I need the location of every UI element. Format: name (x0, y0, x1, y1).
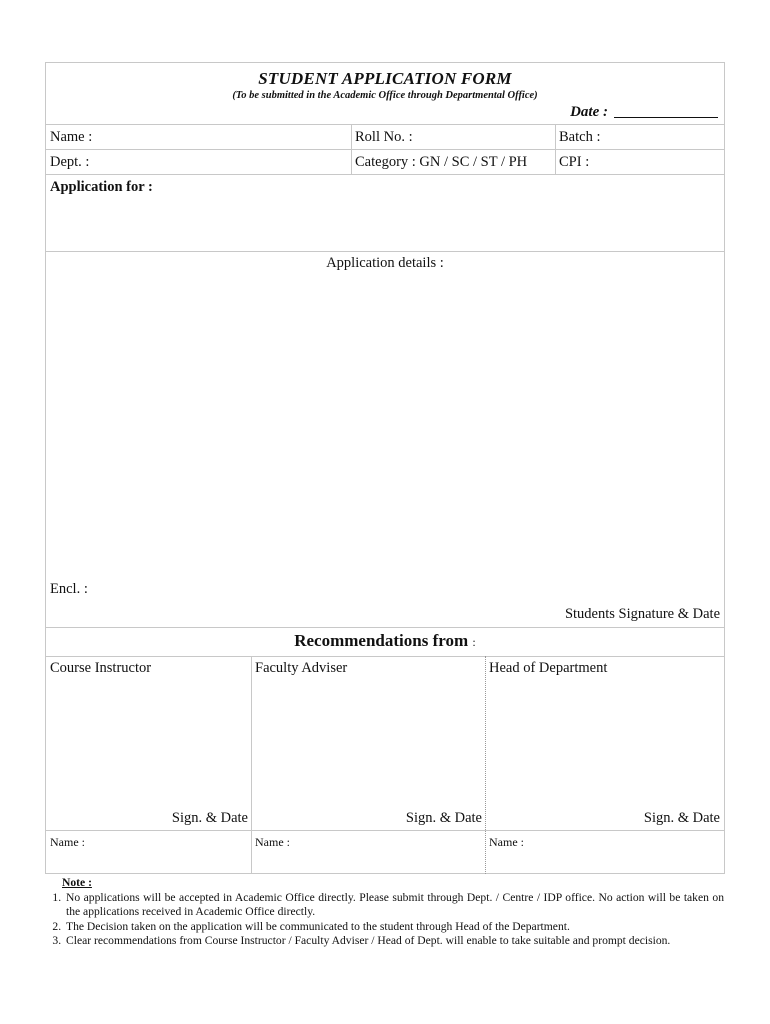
course-instructor-label: Course Instructor (50, 660, 152, 676)
application-for-field[interactable]: Application for : (50, 179, 153, 195)
head-of-department-sign-date: Sign. & Date (643, 810, 720, 826)
date-field[interactable] (570, 104, 718, 121)
date-label: Date : (570, 104, 608, 120)
divider (485, 656, 486, 874)
roll-no-field[interactable]: Roll No. : (355, 129, 413, 145)
head-of-department-name-field[interactable]: Name : (489, 835, 524, 849)
batch-field[interactable]: Batch : (559, 129, 601, 145)
encl-field[interactable]: Encl. : (50, 581, 88, 597)
faculty-adviser-label: Faculty Adviser (255, 660, 348, 676)
notes-heading: Note : (62, 876, 92, 889)
name-field[interactable]: Name : (50, 129, 93, 145)
dept-field[interactable]: Dept. : (50, 154, 90, 170)
recommendations-heading (46, 631, 724, 651)
application-details-label: Application details : (326, 255, 444, 271)
faculty-adviser-sign-date: Sign. & Date (405, 810, 482, 826)
category-field[interactable]: Category : GN / SC / ST / PH (355, 154, 528, 170)
form-title: STUDENT APPLICATION FORM (258, 69, 512, 88)
course-instructor-name-field[interactable]: Name : (50, 835, 85, 849)
recommendations-colon: : (472, 635, 476, 649)
faculty-adviser-name-field[interactable]: Name : (255, 835, 290, 849)
note-item: 2. The Decision taken on the application will be communicated to the student through Head of the Department. (64, 920, 724, 935)
divider (46, 124, 724, 125)
student-signature-label: Students Signature & Date (564, 606, 720, 622)
recommendations-title: Recommendations from (294, 631, 469, 650)
form-subtitle: (To be submitted in the Academic Office through Departmental Office) (232, 90, 538, 101)
course-instructor-sign-date: Sign. & Date (171, 810, 248, 826)
divider (555, 124, 556, 174)
notes-list (44, 891, 724, 949)
divider (251, 656, 252, 874)
note-item: 3. Clear recommendations from Course Instructor / Faculty Adviser / Head of Dept. will enable to take suitable and prompt decision. (64, 934, 724, 949)
divider (46, 251, 724, 252)
date-blank-line[interactable] (614, 117, 718, 118)
application-form (45, 62, 725, 874)
notes-section (44, 876, 724, 949)
divider (46, 149, 724, 150)
divider (46, 174, 724, 175)
divider (46, 627, 724, 628)
note-item: 1. No applications will be accepted in Academic Office directly. Please submit through Dept. / Centre / IDP office. No action will be taken on the applications received in Academic Office directly. (64, 891, 724, 920)
divider (46, 656, 724, 657)
cpi-field[interactable]: CPI : (559, 154, 590, 170)
divider (46, 830, 724, 831)
divider (351, 124, 352, 174)
head-of-department-label: Head of Department (489, 660, 608, 676)
